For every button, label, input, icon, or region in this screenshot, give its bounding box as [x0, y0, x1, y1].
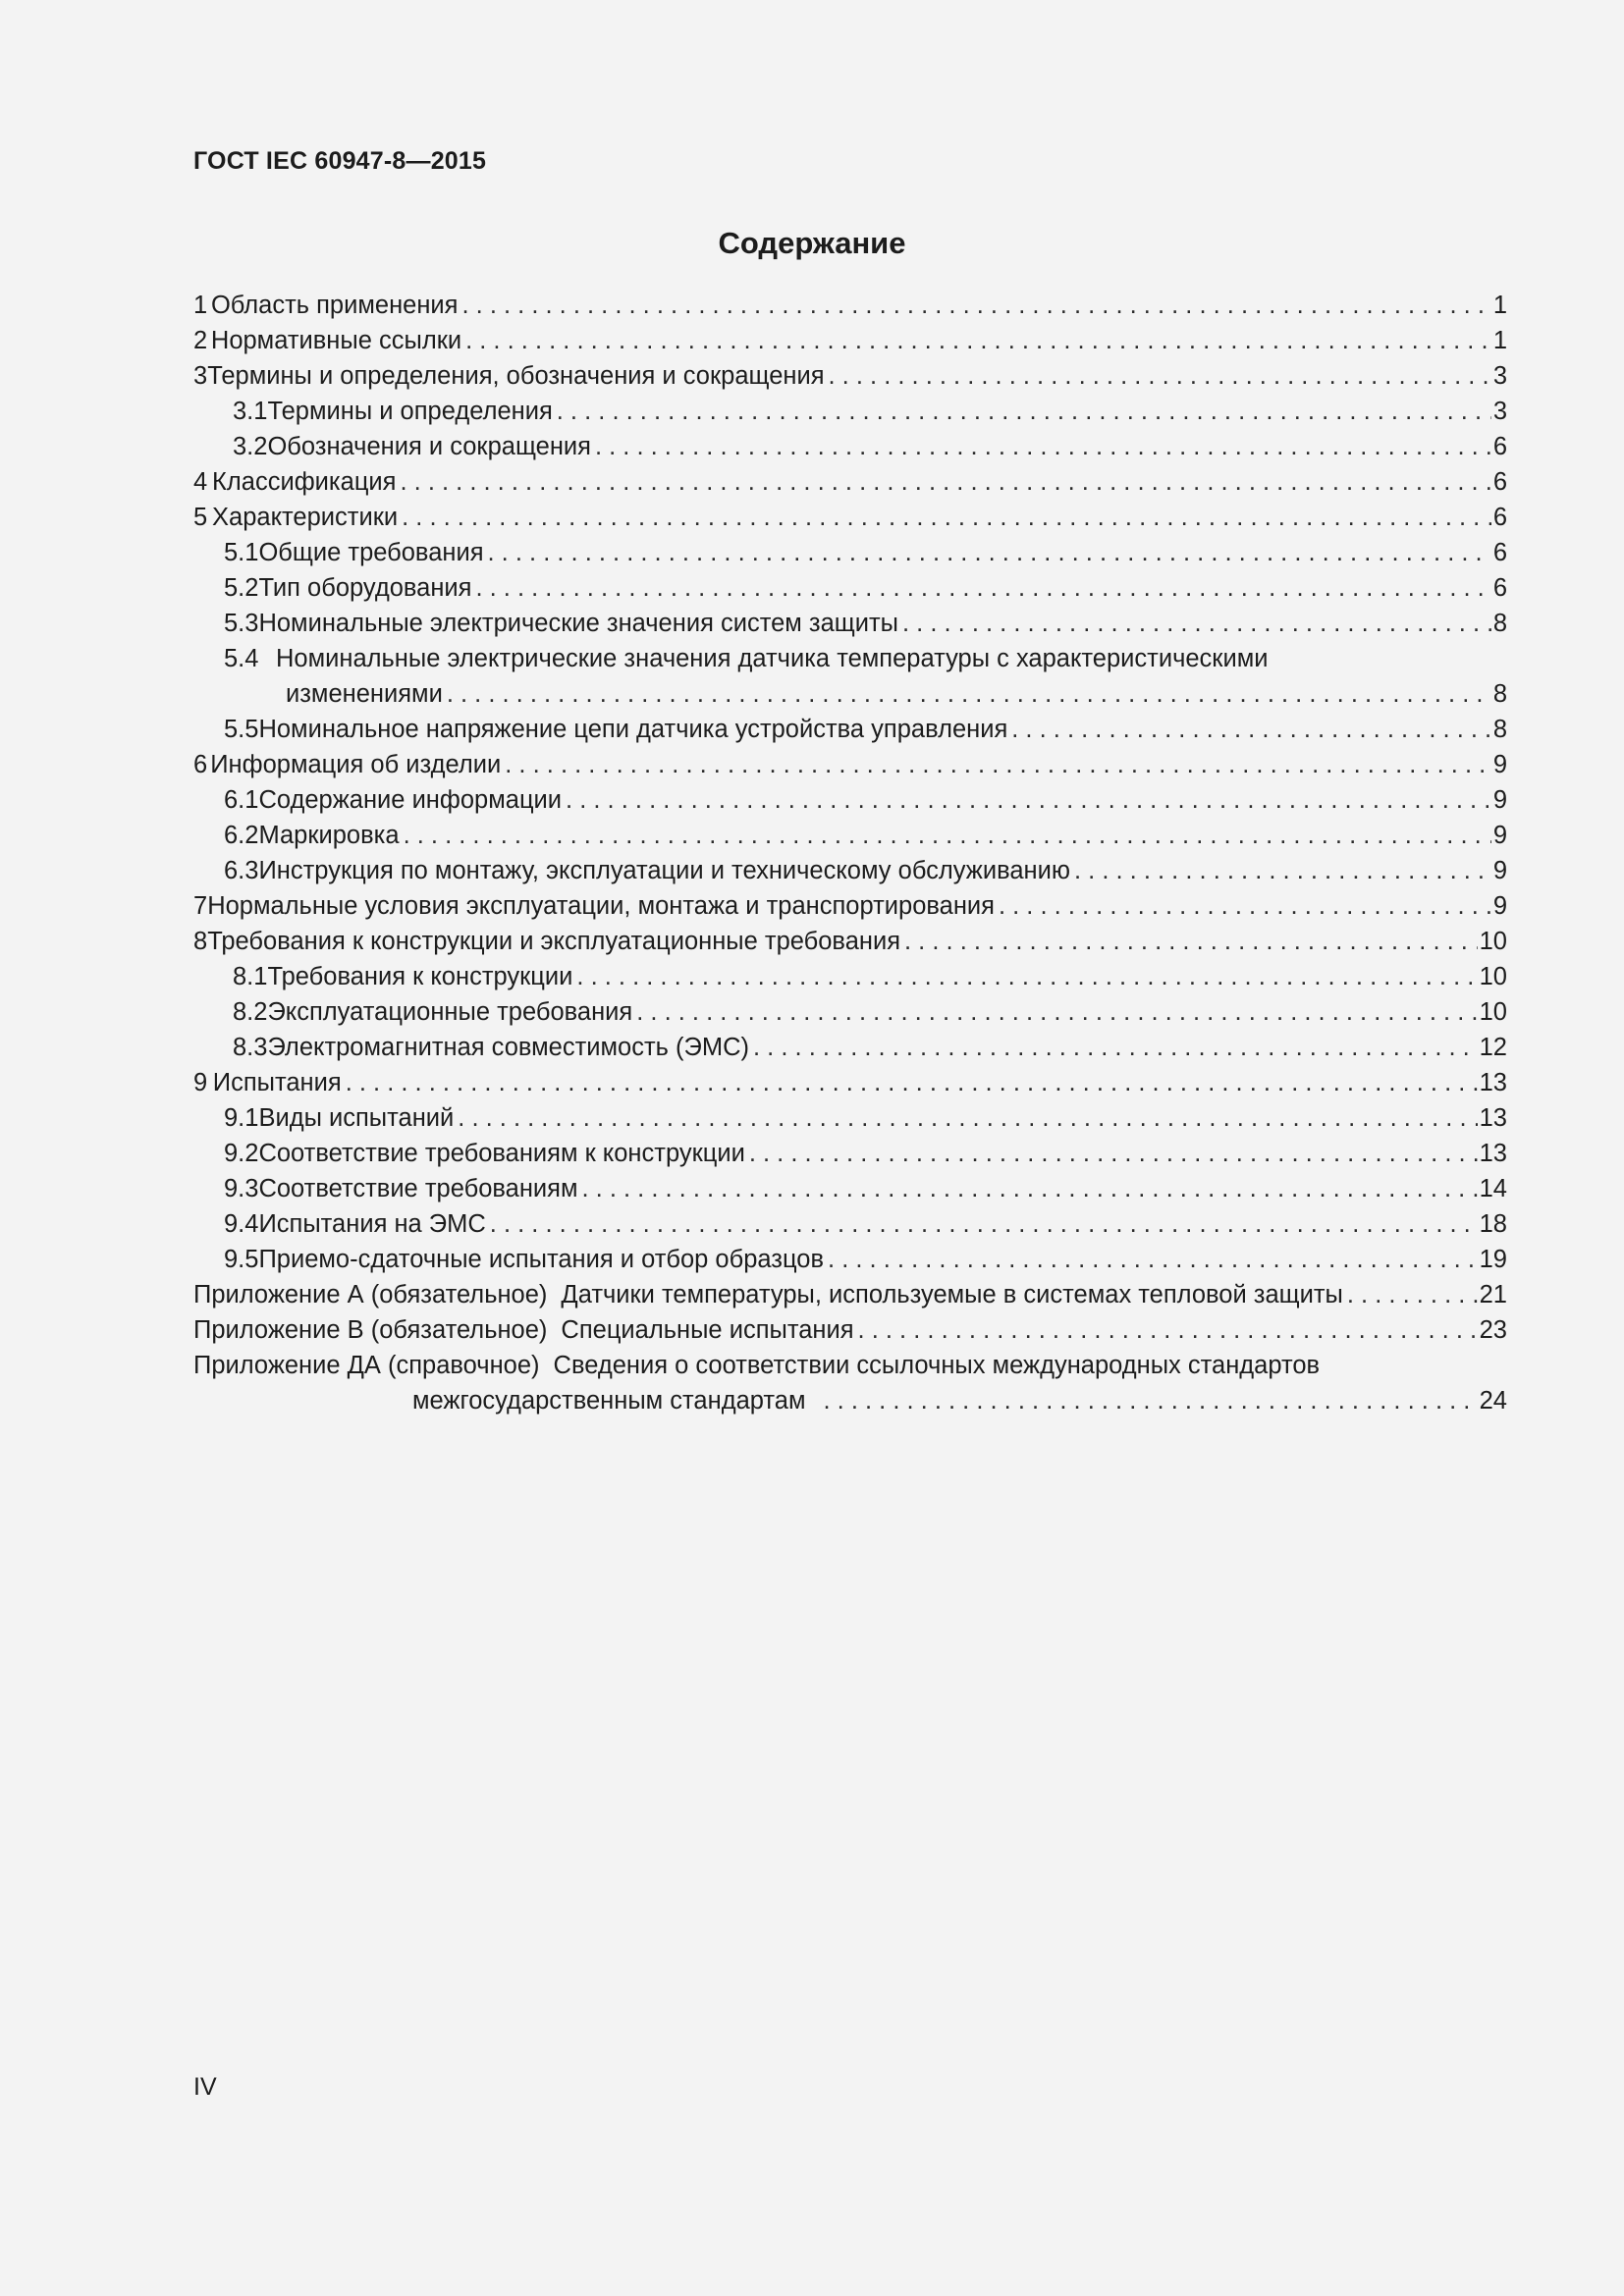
toc-entry-page: 10 [1479, 963, 1507, 990]
toc-entry-number: 6.3 [224, 857, 259, 884]
toc-entry-page: 6 [1492, 574, 1507, 602]
toc-entry-number: 9.5 [224, 1246, 259, 1273]
dot-leader [1011, 712, 1491, 747]
toc-entry-page: 12 [1479, 1034, 1507, 1061]
toc-entry[interactable] [193, 323, 1507, 358]
toc-entry-page: 9 [1492, 751, 1507, 778]
toc-entry-label: Инструкция по монтажу, эксплуатации и техническому обслуживанию [258, 857, 1070, 884]
toc-entry-page: 8 [1492, 680, 1507, 708]
toc-entry-number: 5.3 [224, 610, 259, 637]
toc-entry-label: Содержание информации [258, 786, 563, 814]
toc-entry-page: 9 [1492, 892, 1507, 920]
toc-subentry[interactable] [193, 429, 1507, 464]
toc-subentry[interactable] [193, 394, 1507, 429]
page-number: IV [193, 2073, 217, 2101]
toc-entry[interactable] [193, 288, 1507, 323]
toc-entry-number: 5.5 [224, 716, 259, 743]
toc-entry[interactable] [193, 358, 1507, 394]
toc-entry-number: 6 [193, 751, 208, 778]
toc-entry-label: Информация об изделии [210, 751, 502, 778]
toc-entry-page: 23 [1479, 1316, 1507, 1344]
toc-entry-label: Эксплуатационные требования [267, 998, 633, 1026]
toc-entry-number: 9.4 [224, 1210, 259, 1238]
toc-entry-page: 9 [1492, 857, 1507, 884]
toc-entry-number: 3.1 [233, 398, 268, 425]
toc-entry-page: 24 [1479, 1387, 1507, 1415]
toc-annex-label: Приложение А (обязательное) [193, 1281, 548, 1308]
toc-entry-number: 6.2 [224, 822, 259, 849]
toc-entry[interactable] [193, 464, 1507, 500]
toc-entry[interactable] [193, 888, 1507, 924]
toc-annex-entry[interactable] [193, 1348, 1507, 1383]
toc-entry-label-continuation: межгосударственным стандартам [412, 1387, 806, 1415]
toc-subentry[interactable] [193, 535, 1507, 570]
toc-entry-label: Электромагнитная совместимость (ЭМС) [267, 1034, 750, 1061]
toc-entry-label: Характеристики [212, 504, 399, 531]
toc-entry-label: Термины и определения, обозначения и сокращения [207, 362, 825, 390]
toc-entry-number: 2 [193, 327, 208, 354]
dot-leader [447, 676, 1491, 712]
toc-entry-label: Область применения [210, 292, 459, 319]
toc-subentry[interactable] [193, 959, 1507, 994]
toc-entry-number: 7 [193, 892, 208, 920]
toc-entry-page: 9 [1492, 786, 1507, 814]
toc-subentry[interactable] [193, 641, 1507, 676]
toc-entry-label: Общие требования [258, 539, 484, 566]
toc-entry-number: 5.4 [224, 645, 259, 672]
toc-annex-label: Приложение В (обязательное) [193, 1316, 548, 1344]
toc-entry-label: Тип оборудования [258, 574, 472, 602]
table-of-contents [193, 288, 1507, 1418]
toc-entry-number: 9.1 [224, 1104, 259, 1132]
dot-leader [999, 888, 1491, 924]
dot-leader [490, 1206, 1478, 1242]
toc-entry[interactable] [193, 1065, 1507, 1100]
dot-leader [1074, 853, 1491, 888]
toc-subentry[interactable] [193, 853, 1507, 888]
dot-leader [576, 959, 1477, 994]
toc-entry-label: Датчики температуры, используемые в системах тепловой защиты [561, 1281, 1343, 1308]
dot-leader [404, 818, 1491, 853]
dot-leader [461, 288, 1490, 323]
toc-entry-page: 10 [1479, 928, 1507, 955]
toc-entry-number: 1 [193, 292, 208, 319]
toc-entry-page: 6 [1492, 539, 1507, 566]
toc-entry-label: Испытания [212, 1069, 342, 1096]
dot-leader [749, 1136, 1478, 1171]
toc-annex-entry[interactable] [193, 1312, 1507, 1348]
toc-entry-number: 3.2 [233, 433, 268, 460]
toc-entry-label: Специальные испытания [561, 1316, 854, 1344]
toc-entry-label: Классификация [212, 468, 397, 496]
toc-entry[interactable] [193, 924, 1507, 959]
dot-leader [475, 570, 1490, 606]
dot-leader [465, 323, 1491, 358]
toc-annex-label: Приложение ДА (справочное) [193, 1352, 540, 1379]
toc-entry-number: 9 [193, 1069, 208, 1096]
dot-leader [402, 500, 1491, 535]
toc-entry-number: 3 [193, 362, 208, 390]
toc-entry-label: Номинальное напряжение цепи датчика устройства управления [258, 716, 1008, 743]
document-code-header: ГОСТ IEC 60947-8—2015 [193, 147, 487, 175]
toc-entry-number: 9.3 [224, 1175, 259, 1202]
toc-entry-number: 6.1 [224, 786, 259, 814]
toc-subentry[interactable] [193, 606, 1507, 641]
toc-subentry[interactable] [193, 1100, 1507, 1136]
toc-entry-number: 4 [193, 468, 208, 496]
dot-leader [401, 464, 1491, 500]
dot-leader [904, 924, 1478, 959]
toc-entry-page: 3 [1492, 362, 1507, 390]
toc-subentry[interactable] [193, 1030, 1507, 1065]
toc-entry-page: 6 [1492, 504, 1507, 531]
toc-subentry[interactable] [193, 994, 1507, 1030]
toc-entry-label: Приемо-сдаточные испытания и отбор образцов [258, 1246, 825, 1273]
toc-entry-label: Виды испытаний [258, 1104, 455, 1132]
toc-entry-page: 18 [1479, 1210, 1507, 1238]
toc-entry-number: 5.2 [224, 574, 259, 602]
toc-entry-label: Требования к конструкции [267, 963, 573, 990]
dot-leader [858, 1312, 1478, 1348]
toc-entry-label: Номинальные электрические значения датчика температуры с характеристическими [276, 645, 1269, 672]
toc-entry-label: Маркировка [258, 822, 400, 849]
dot-leader [595, 429, 1491, 464]
toc-entry-page: 1 [1492, 327, 1507, 354]
toc-entry-label: Нормативные ссылки [210, 327, 462, 354]
dot-leader [636, 994, 1477, 1030]
toc-subentry[interactable] [193, 1136, 1507, 1171]
toc-entry-label-continuation: изменениями [286, 680, 443, 708]
toc-entry-page: 1 [1492, 292, 1507, 319]
toc-entry-number: 8.1 [233, 963, 268, 990]
toc-entry-page: 6 [1492, 433, 1507, 460]
toc-title: Содержание [718, 226, 906, 260]
toc-entry-label: Соответствие требованиям к конструкции [258, 1140, 745, 1167]
toc-entry-label: Требования к конструкции и эксплуатационные требования [207, 928, 901, 955]
toc-subentry[interactable] [193, 782, 1507, 818]
toc-entry-page: 3 [1492, 398, 1507, 425]
toc-entry[interactable] [193, 500, 1507, 535]
toc-entry-page: 8 [1492, 610, 1507, 637]
toc-entry-number: 5 [193, 504, 208, 531]
toc-entry-label: Обозначения и сокращения [267, 433, 591, 460]
dot-leader [557, 394, 1491, 429]
toc-entry-label: Соответствие требованиям [258, 1175, 578, 1202]
dot-leader [581, 1171, 1477, 1206]
dot-leader [902, 606, 1491, 641]
toc-entry-page: 13 [1479, 1104, 1507, 1132]
toc-entry-page: 13 [1479, 1140, 1507, 1167]
toc-entry[interactable] [193, 747, 1507, 782]
dot-leader [1347, 1277, 1478, 1312]
toc-entry-page: 19 [1479, 1246, 1507, 1273]
toc-subentry-continuation[interactable] [193, 676, 1507, 712]
toc-entry-label: Нормальные условия эксплуатации, монтажа и транспортирования [207, 892, 995, 920]
toc-entry-label: Термины и определения [267, 398, 553, 425]
toc-subentry[interactable] [193, 1171, 1507, 1206]
toc-annex-entry[interactable] [193, 1277, 1507, 1312]
toc-entry-page: 10 [1479, 998, 1507, 1026]
toc-entry-number: 8.2 [233, 998, 268, 1026]
toc-subentry[interactable] [193, 1206, 1507, 1242]
toc-entry-page: 8 [1492, 716, 1507, 743]
toc-entry-page: 6 [1492, 468, 1507, 496]
toc-entry-label: Испытания на ЭМС [258, 1210, 486, 1238]
dot-leader [829, 358, 1491, 394]
dot-leader [823, 1383, 1477, 1418]
toc-subentry[interactable] [193, 818, 1507, 853]
toc-subentry[interactable] [193, 1242, 1507, 1277]
toc-entry-page: 13 [1479, 1069, 1507, 1096]
toc-entry-number: 9.2 [224, 1140, 259, 1167]
toc-entry-label: Сведения о соответствии ссылочных международных стандартов [553, 1352, 1321, 1379]
toc-entry-number: 5.1 [224, 539, 259, 566]
toc-entry-number: 8 [193, 928, 208, 955]
toc-entry-label: Номинальные электрические значения систем защиты [258, 610, 898, 637]
toc-annex-continuation[interactable] [193, 1383, 1507, 1418]
toc-entry-page: 21 [1479, 1281, 1507, 1308]
toc-entry-number: 8.3 [233, 1034, 268, 1061]
toc-subentry[interactable] [193, 712, 1507, 747]
toc-entry-page: 14 [1479, 1175, 1507, 1202]
toc-entry-page: 9 [1492, 822, 1507, 849]
dot-leader [828, 1242, 1478, 1277]
dot-leader [566, 782, 1491, 818]
dot-leader [753, 1030, 1478, 1065]
dot-leader [346, 1065, 1478, 1100]
dot-leader [488, 535, 1491, 570]
dot-leader [458, 1100, 1477, 1136]
toc-subentry[interactable] [193, 570, 1507, 606]
dot-leader [505, 747, 1491, 782]
